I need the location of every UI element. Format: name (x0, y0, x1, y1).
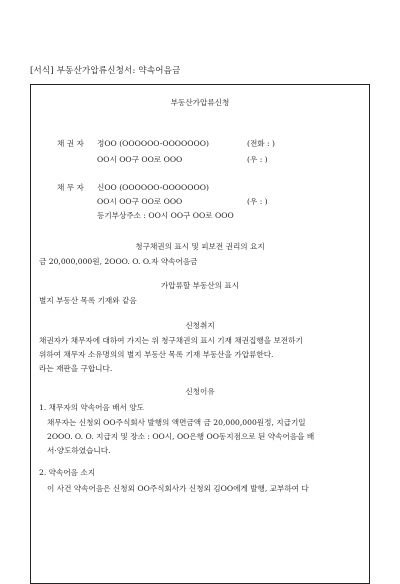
reason-2-heading: 2. 약속어음 소지 (39, 468, 96, 477)
debtor-name: 신OO (OOOOOO-OOOOOOO) (97, 183, 209, 192)
claim-text: 금 20,000,000원, 2OOO. O. O.자 약속어음금 (39, 257, 198, 266)
purpose-line: 라는 재판을 구합니다. (39, 364, 113, 373)
purpose-heading: 신청취지 (185, 321, 215, 330)
reason-1-line: 서·양도하였습니다. (47, 446, 111, 455)
reason-1-line: 2OOO. O. O. 지급지 및 장소 : OO시, OO은행 OO동지점으로 된 약속어음을 배 (47, 432, 315, 441)
reason-1-heading: 1. 채무자의 약속어음 배서 양도 (39, 403, 144, 412)
debtor-registry-address: 등기부상주소 : OO시 OO구 OO로 OOO (97, 211, 234, 220)
reason-1-line: 채무자는 신청외 OO주식회사 발행의 액면금액 금 20,000,000원정, 지급기일 (47, 418, 306, 427)
creditor-postcode: (우 : ) (247, 155, 268, 164)
purpose-line: 채권자가 채무자에 대하여 가지는 위 청구채권의 표시 기재 채권집행을 보전하기 (39, 336, 303, 345)
document-page (30, 84, 370, 584)
reason-heading: 신청이유 (185, 387, 215, 396)
reason-2-line: 이 사건 약속어음은 신청외 OO주식회사가 신청외 김OO에게 발행, 교부하여 다 (47, 484, 309, 493)
document-title: 부동산가압류신청 (170, 98, 230, 107)
debtor-address: OO시 OO구 OO로 OOO (97, 197, 183, 206)
debtor-postcode: (우 : ) (247, 197, 268, 206)
property-text: 별지 부동산 목록 기재와 같음 (39, 296, 137, 305)
creditor-address: OO시 OO구 OO로 OOO (97, 155, 183, 164)
purpose-line: 위하여 채무자 소유명의의 별지 부동산 목록 기재 부동산을 가압류한다. (39, 350, 274, 359)
property-heading: 가압류할 부동산의 표시 (160, 281, 240, 290)
creditor-label: 채 권 자 (57, 139, 84, 148)
document-caption: [서식] 부동산가압류신청서: 약속어음금 (30, 66, 181, 76)
creditor-phone: (전화 : ) (247, 139, 275, 148)
claim-heading: 청구채권의 표시 및 피보전 권리의 요지 (135, 242, 265, 251)
debtor-label: 채 무 자 (57, 183, 84, 192)
creditor-name: 정OO (OOOOOO-OOOOOOO) (97, 139, 209, 148)
